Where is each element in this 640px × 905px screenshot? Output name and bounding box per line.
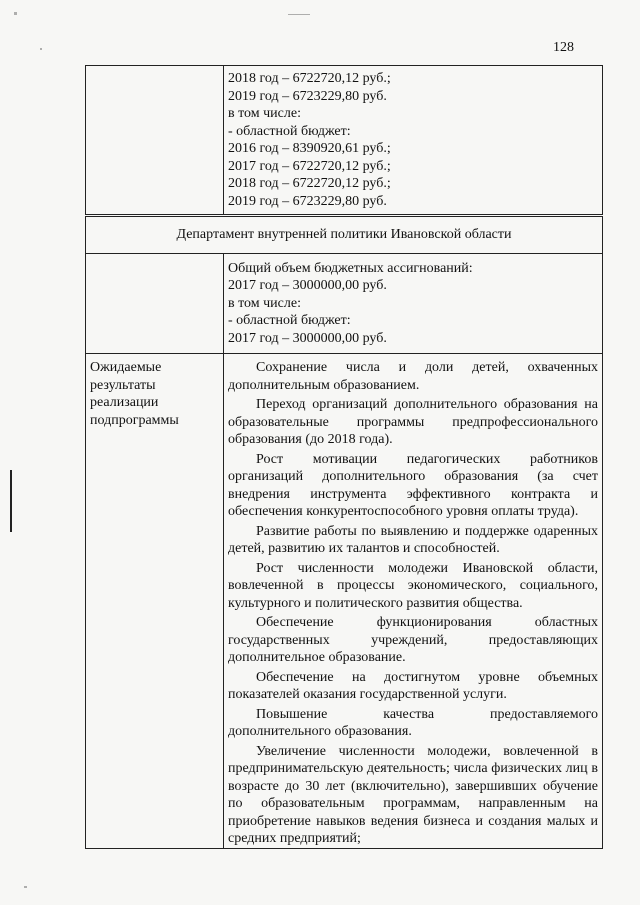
department-line: в том числе:	[228, 295, 301, 311]
result-paragraph: Переход организаций дополнительного образования на образовательные программы предпрофессионального образования (до 2018 года).	[228, 397, 598, 447]
result-paragraph: Повышение качества предоставляемого дополнительного образования.	[228, 706, 598, 739]
finance-values-cell	[224, 66, 603, 216]
label-line: реализации	[90, 395, 159, 410]
finance-line: в том числе:	[228, 106, 301, 121]
scan-mark	[40, 48, 42, 50]
finance-line: 2019 год – 6723229,80 руб.	[228, 193, 387, 209]
label-line: подпрограммы	[90, 412, 179, 428]
result-paragraph: Рост численности молодежи Ивановской области, вовлеченной в процессы экономического, социального, культурного и политического развития общества.	[228, 560, 598, 611]
finance-line: 2019 год – 6723229,80 руб.	[228, 88, 387, 104]
result-paragraph: Обеспечение на достигнутом уровне объемных показателей оказания государственной услуги.	[228, 669, 598, 702]
result-paragraph: Рост мотивации педагогических работников организаций дополнительного образования (за счет внедрения инструмента эффективного контракта и обеспечения конкурентоспособного уровня оплаты труда).	[228, 451, 598, 519]
result-paragraph: Развитие работы по выявлению и поддержке одаренных детей, развитию их талантов и способностей.	[228, 523, 598, 556]
expected-results-text	[224, 354, 603, 849]
department-label-cell	[86, 253, 224, 354]
result-paragraph: Увеличение численности молодежи, вовлеченной в предпринимательскую деятельность; числа физических лиц в возрасте до 30 лет (включительно), завершивших обучение по образовательным программам, направленным на приобретение навыков ведения бизнеса и создания малых и средних предприятий;	[228, 743, 598, 846]
department-line: 2017 год – 3000000,00 руб.	[228, 330, 387, 346]
page-number: 128	[553, 40, 574, 55]
program-table	[85, 65, 603, 849]
finance-line: 2018 год – 6722720,12 руб.;	[228, 176, 391, 191]
result-paragraph: Сохранение числа и доли детей, охваченных дополнительным образованием.	[228, 360, 598, 393]
scan-mark	[10, 470, 12, 532]
finance-line: 2017 год – 6722720,12 руб.;	[228, 158, 391, 174]
label-line: результаты	[90, 377, 156, 393]
finance-line: 2016 год – 8390920,61 руб.;	[228, 141, 391, 156]
finance-row	[86, 66, 603, 216]
scan-mark	[14, 12, 17, 15]
department-line: - областной бюджет:	[228, 313, 351, 328]
expected-results-row	[86, 354, 603, 849]
scan-mark	[24, 886, 27, 888]
label-line: Ожидаемые	[90, 360, 162, 375]
finance-label-cell	[86, 66, 224, 216]
department-line: 2017 год – 3000000,00 руб.	[228, 278, 387, 293]
department-finance-row	[86, 253, 603, 354]
department-title: Департамент внутренней политики Ивановской области	[86, 216, 603, 254]
scan-mark	[288, 14, 310, 15]
finance-line: - областной бюджет:	[228, 123, 351, 139]
department-line: Общий объем бюджетных ассигнований:	[228, 260, 473, 276]
department-row	[86, 216, 603, 254]
finance-line: 2018 год – 6722720,12 руб.;	[228, 71, 391, 86]
department-values-cell	[224, 253, 603, 354]
result-paragraph: Обеспечение функционирования областных государственных учреждений, предоставляющих дополнительное образование.	[228, 615, 598, 665]
expected-results-label	[86, 354, 224, 849]
